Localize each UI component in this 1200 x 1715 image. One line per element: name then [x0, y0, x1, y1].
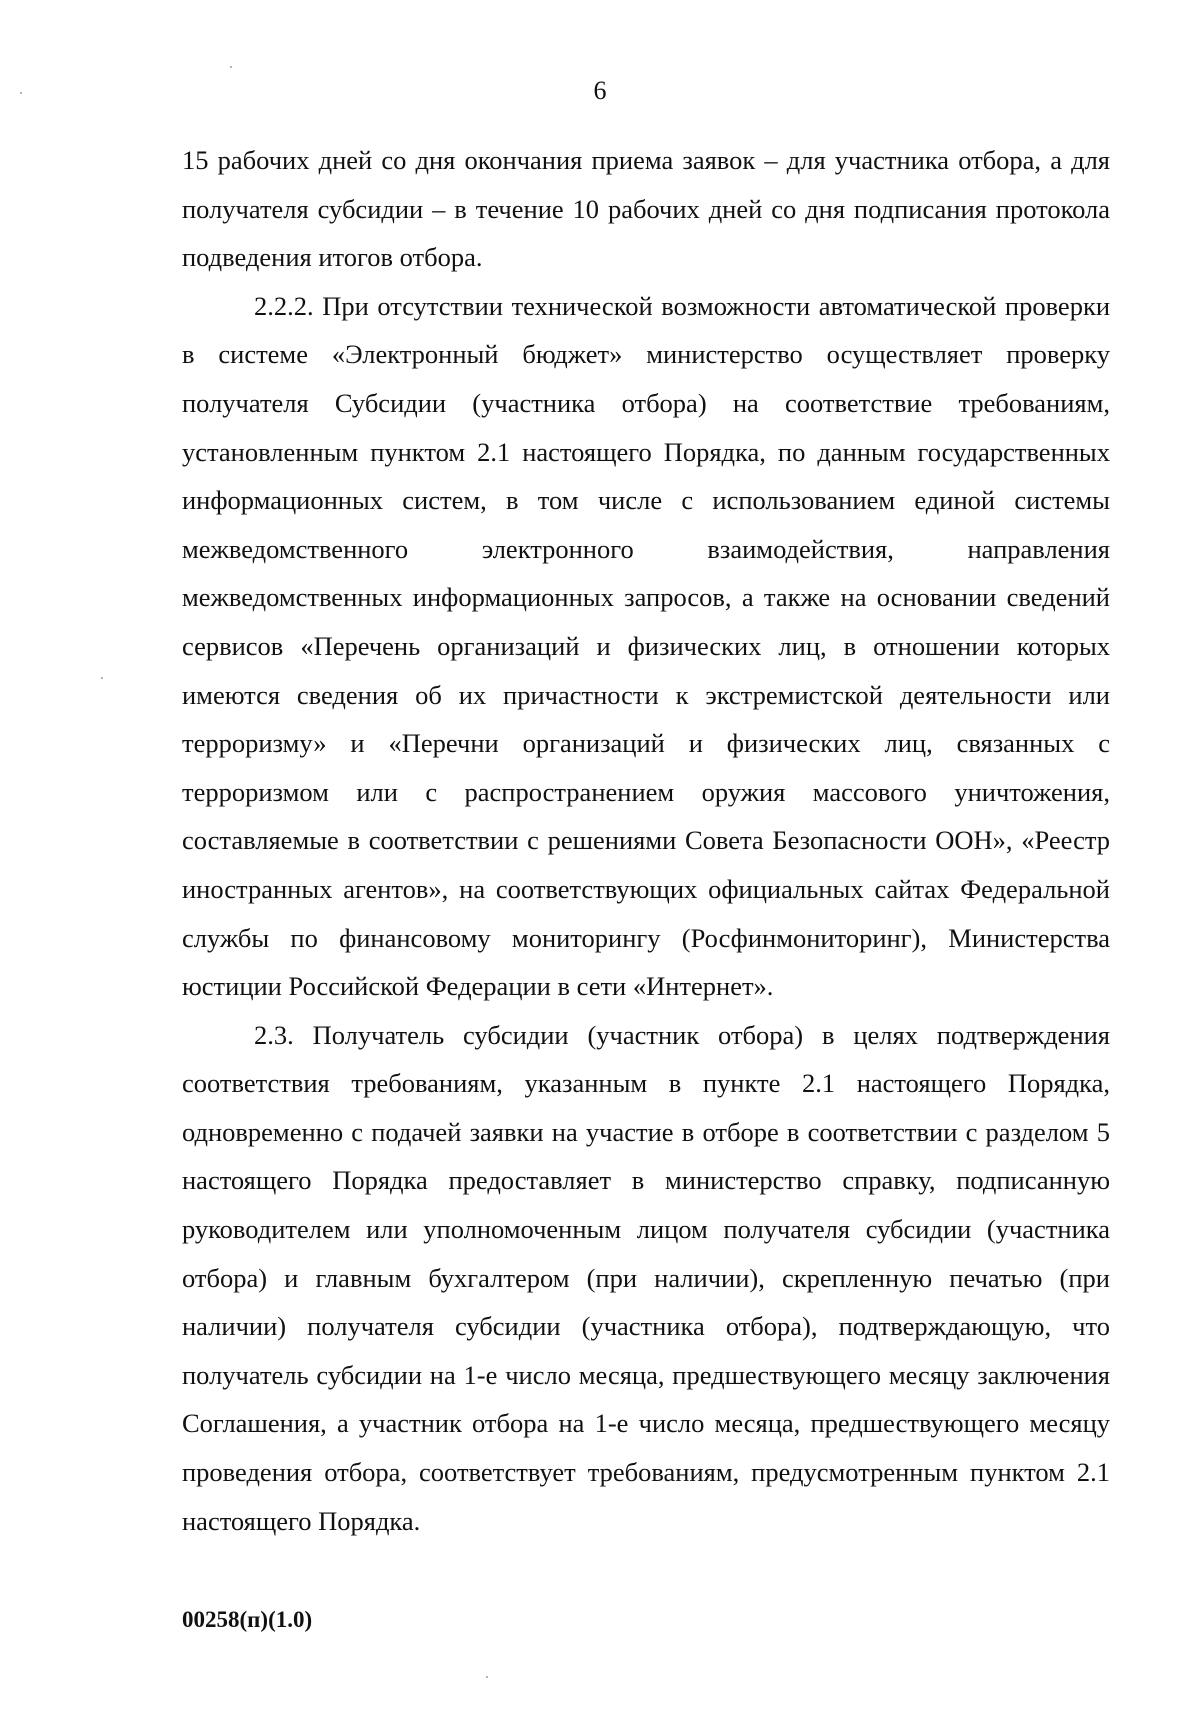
paragraph-2-2-2: 2.2.2. При отсутствии технической возможности автоматической проверки в системе «Электронный бюджет» министерство осуществляет проверку получателя Субсидии (участника отбора) на соответствие требованиям, установленным пунктом 2.1 настоящего Порядка, по данным государственных информационных систем, в том числе с использованием единой системы межведомственного электронного взаимодействия, направления межведомственных информационных запросов, а также на основании сведений сервисов «Перечень организаций и физических лиц, в отношении которых имеются сведения об их причастности к экстремистской деятельности или терроризму» и «Перечни организаций и физических лиц, связанных с терроризмом или с распространением оружия массового уничтожения, составляемые в соответствии с решениями Совета Безопасности ООН», «Реестр иностранных агентов», на соответствующих официальных сайтах Федеральной службы по финансовому мониторингу (Росфинмониторинг), Министерства юстиции Российской Федерации в сети «Интернет». [182, 290, 1110, 1002]
scan-speck [230, 66, 232, 68]
document-body [182, 136, 1110, 1545]
paragraph-2-3: 2.3. Получатель субсидии (участник отбора) в целях подтверждения соответствия требованиям, указанным в пункте 2.1 настоящего Порядка, одновременно с подачей заявки на участие в отборе в соответствии с разделом 5 настоящего Порядка предоставляет в министерство справку, подписанную руководителем или уполномоченным лицом получателя субсидии (участника отбора) и главным бухгалтером (при наличии), скрепленную печатью (при наличии) получателя субсидии (участника отбора), подтверждающую, что получатель субсидии на 1-е число месяца, предшествующего месяцу заключения Соглашения, а участник отбора на 1-е число месяца, предшествующего месяцу проведения отбора, соответствует требованиям, предусмотренным пунктом 2.1 настоящего Порядка. [182, 1019, 1110, 1536]
page-number: 6 [593, 76, 607, 105]
scan-speck [20, 92, 22, 94]
paragraph-continuation: 15 рабочих дней со дня окончания приема заявок – для участника отбора, а для получателя субсидии – в течение 10 рабочих дней со дня подписания протокола подведения итогов отбора. [182, 145, 1110, 273]
scan-speck [101, 677, 103, 679]
scan-speck [486, 1676, 488, 1678]
document-code: 00258(п)(1.0) [182, 1607, 313, 1632]
